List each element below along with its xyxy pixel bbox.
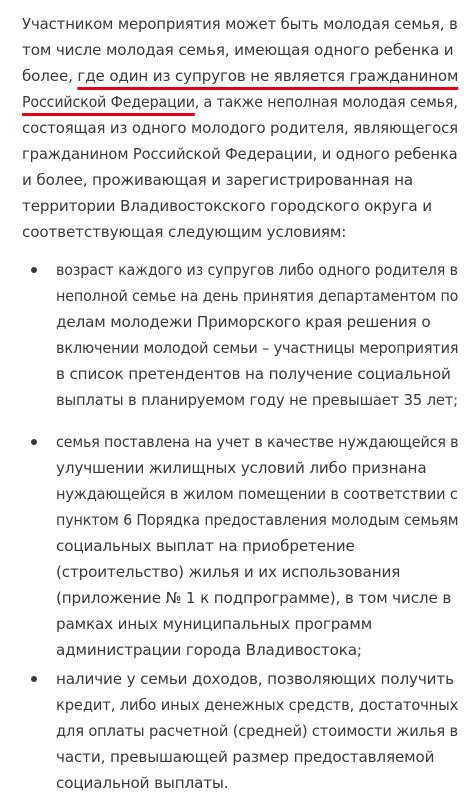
list-item-line: для оплаты расчетной (средней) стоимости жилья в [56,722,459,740]
underlined-text: где один из супругов не является гражданином [77,67,459,85]
list-item-line: социальной выплаты. [56,774,229,792]
list-item-line: (строительство) жилья и их использования [56,563,401,581]
list-item-line: администрации города Владивостока; [56,641,362,659]
paragraph-line: территории Владивостокского городского округа и [22,197,432,215]
list-item-line: наличие у семьи доходов, позволяющих получить [56,670,454,688]
bullet-dot-icon [31,676,37,682]
list-item-line: в список претендентов на получение социальной [56,365,451,383]
list-item-line: нуждающейся в жилом помещении в соответствии с [56,485,458,503]
bullet-dot-icon [31,439,37,445]
list-item-line: (приложение № 1 к подпрограмме), в том числе в [56,589,452,607]
paragraph-text: , а также неполная молодая семья, [194,93,458,111]
list-item-line: рамках иных муниципальных программ [56,615,372,633]
list-item-line: выплаты в планируемом году не превышает 35 лет; [56,391,458,409]
paragraph-line: соответствующая следующим условиям: [22,223,347,241]
list-item-line: пунктом 6 Порядка предоставления молодым семьям [56,511,459,529]
list-item-line: возраст каждого из супругов либо одного родителя в [56,261,458,279]
bullet-dot-icon [31,267,37,273]
paragraph-line [22,90,458,114]
paragraph-text: более, [22,67,73,85]
list-item-line: улучшении жилищных условий либо признана [56,459,427,477]
list-item-line: включении молодой семьи – участницы мероприятия [56,339,459,357]
paragraph-line [22,64,458,88]
paragraph-line: и более, проживающая и зарегистрированная на [22,171,414,189]
list-item-line: части, превышающей размер предоставляемой [56,748,435,766]
paragraph-line: Участником мероприятия может быть молодая семья, в [22,15,458,33]
paragraph-line: состоящая из одного молодого родителя, являющегося [22,119,459,137]
list-item-line: социальных выплат на приобретение [56,537,355,555]
list-item-line: неполной семье на день принятия департаментом по [56,287,459,305]
paragraph-line: том числе молодая семья, имеющая одного ребенка и [22,41,454,59]
paragraph-line: гражданином Российской Федерации, и одного ребенка [22,145,458,163]
list-item-line: делам молодежи Приморского края решения о [56,313,431,331]
underlined-text: Российской Федерации [22,93,195,111]
list-item-line: семья поставлена на учет в качестве нуждающейся в [56,433,459,451]
list-item-line: кредит, либо иных денежных средств, достаточных [56,696,459,714]
